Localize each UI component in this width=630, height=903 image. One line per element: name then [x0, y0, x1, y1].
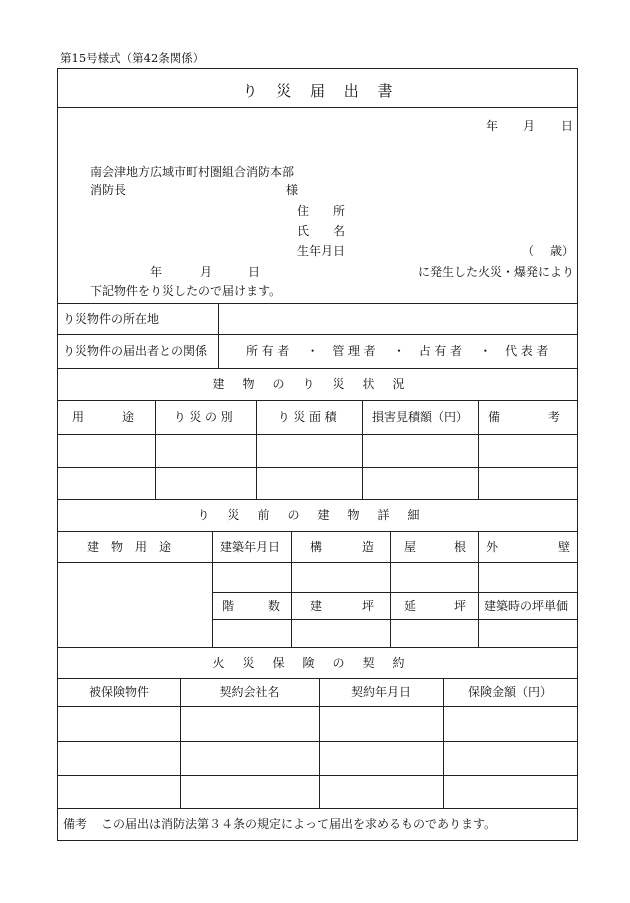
relation-option-occupant: 占有者: [418, 344, 466, 358]
outer-wall-label: [486, 531, 570, 562]
floors-label: [222, 592, 280, 619]
relation-separator: ・: [392, 344, 405, 358]
insurer-header: 契約会社名: [219, 685, 280, 699]
floor-area-label-2: 坪: [453, 598, 466, 613]
divider: [218, 303, 219, 368]
divider: [212, 619, 577, 620]
age-open: （: [522, 244, 535, 258]
occurrence-year: 年: [150, 265, 163, 279]
header-damage-area-text: り災面積: [277, 410, 341, 424]
form-title: り災届出書: [242, 82, 412, 100]
roof-label-1: 屋: [404, 539, 417, 554]
relation-separator: ・: [479, 344, 492, 358]
divider: [58, 775, 577, 776]
header-remarks: [488, 400, 560, 434]
building-damage-title-text: 建物のり災状況: [212, 377, 423, 391]
location-label: り災物件の所在地: [63, 311, 160, 326]
age-close: 歳）: [550, 244, 575, 258]
divider: [155, 400, 156, 499]
header-remarks-1: 備: [488, 410, 501, 424]
relation-option-representative: 代表者: [505, 344, 552, 358]
structure-label-1: 構: [310, 539, 323, 554]
relation-option-manager: 管理者: [332, 344, 380, 358]
addressee-org: 南会津地方広域市町村圏組合消防本部: [90, 165, 295, 179]
relation-option-owner: 所有者: [246, 344, 293, 358]
address-label-2: 所: [333, 204, 346, 218]
occurrence-month: 月: [200, 265, 213, 279]
divider: [58, 467, 577, 468]
roof-label-2: 根: [453, 539, 466, 554]
divider: [58, 562, 577, 563]
floors-label-2: 数: [267, 598, 280, 613]
insured-item-header: 被保険物件: [88, 685, 149, 699]
name-label-2: 名: [333, 224, 346, 238]
header-use: [72, 400, 134, 434]
address-label-1: 住: [297, 204, 310, 218]
header-damage-type: [155, 400, 255, 434]
building-area-label: [310, 592, 374, 619]
occurrence-text: に発生した火災・爆発により: [418, 265, 575, 279]
divider: [362, 400, 363, 499]
building-detail-title-text: り災前の建物詳細: [197, 508, 438, 522]
submit-month: 月: [523, 119, 536, 133]
building-area-label-1: 建: [310, 598, 323, 613]
divider: [478, 400, 479, 499]
building-use-label: [58, 531, 212, 562]
divider: [58, 706, 577, 707]
relation-separator: ・: [306, 344, 319, 358]
building-detail-title: [58, 499, 577, 531]
divider: [58, 741, 577, 742]
divider: [58, 107, 577, 108]
form-id: 第15号様式（第42条関係）: [60, 51, 205, 65]
submit-day: 日: [561, 119, 574, 133]
built-date-label: 建築年月日: [220, 539, 281, 554]
occurrence-day: 日: [248, 265, 261, 279]
divider: [212, 531, 213, 647]
floors-label-1: 階: [222, 598, 235, 613]
structure-label: [310, 531, 374, 562]
divider: [390, 531, 391, 647]
divider: [58, 434, 577, 435]
header-damage-type-text: り災の別: [173, 410, 237, 424]
addressee-role: 消防長: [90, 183, 127, 197]
header-use-2: 途: [121, 410, 134, 424]
divider: [478, 531, 479, 647]
outer-wall-label-2: 壁: [557, 539, 570, 554]
form-frame: [57, 68, 578, 841]
insured-amount-header: 保険金額（円）: [467, 685, 552, 699]
birth-label: 生年月日: [297, 244, 346, 258]
addressee-honorific: 様: [286, 183, 299, 197]
name-label-1: 氏: [297, 224, 310, 238]
occurrence-text-2: 下記物件をり災したので届けます。: [90, 284, 282, 298]
divider: [256, 400, 257, 499]
structure-label-2: 造: [361, 539, 374, 554]
floor-area-label-1: 延: [404, 598, 417, 613]
contract-date-header: 契約年月日: [350, 685, 411, 699]
remarks: [63, 808, 573, 840]
relation-options: [246, 334, 552, 368]
building-use-label-text: 建物用途: [86, 539, 183, 554]
insurance-title: [58, 647, 577, 678]
header-damage-area: [256, 400, 362, 434]
unit-price-label: 建築時の坪単価: [484, 598, 569, 613]
building-damage-title: [58, 368, 577, 400]
outer-wall-label-1: 外: [486, 539, 499, 554]
insurance-title-text: 火災保険の契約: [212, 655, 423, 670]
roof-label: [404, 531, 466, 562]
remarks-label: 備考: [63, 817, 88, 831]
remarks-text: この届出は消防法第３４条の規定によって届出を求めるものであります。: [101, 817, 497, 831]
relation-label: り災物件の届出者との関係: [63, 344, 208, 358]
submit-year: 年: [486, 119, 499, 133]
building-area-label-2: 坪: [361, 598, 374, 613]
floor-area-label: [404, 592, 466, 619]
header-use-1: 用: [72, 410, 85, 424]
header-remarks-2: 考: [547, 410, 560, 424]
header-damage-estimate: 損害見積額（円）: [371, 410, 468, 424]
divider: [291, 531, 292, 647]
